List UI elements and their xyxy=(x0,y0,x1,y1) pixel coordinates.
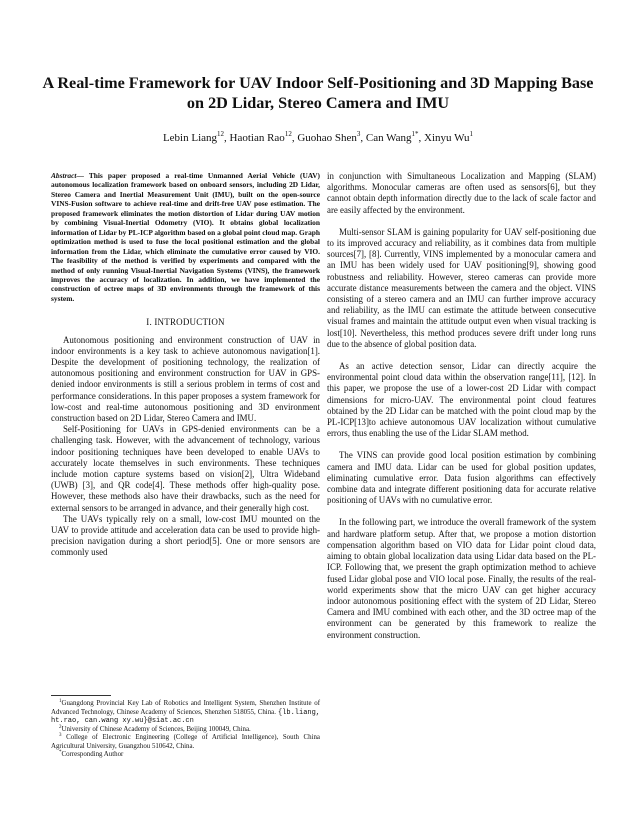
author-list xyxy=(40,131,596,145)
paragraph: As an active detection sensor, Lidar can directly acquire the environmental point cloud data within the observation range[11], [12]. In this paper, we propose the use of a lower-cost 2D Lidar with compact dimensions for micro-UAV. The environmental point cloud features obtained by the 2D Lidar can be matched with the point cloud map by the PL-ICP[13]to achieve autonomous UAV localization without cumulative errors, thus enabling the use of the Lidar SLAM method. xyxy=(327,361,596,439)
footnote-affiliation-3: $^3$ College of Electronic Engineering (College of Artificial Intelligence), South China Agricultural University, Guangzhou 510642, China. xyxy=(51,733,320,750)
left-column xyxy=(51,171,320,559)
paragraph: In the following part, we introduce the overall framework of the system and hardware platform setup. After that, we propose a motion distortion compensation algorithm based on VIO data for Lidar point cloud data, aiming to obtain global localization data using Lidar data based on the PL-ICP. Following that, we present the graph optimization method to achieve fused Lidar global pose and VIO local pose. Finally, the results of the real-world experiments show that the micro UAV can get higher accuracy indoor autonomous positioning effect with the system of 2D Lidar, Stereo Camera and IMU combined with each other, and the 3D octree map of the environment can be generated by this framework to realize the environment construction. xyxy=(327,517,596,640)
right-column xyxy=(327,171,596,652)
author: Can Wang$^{1*}$, xyxy=(365,130,425,144)
author: Guohao Shen$^3$, xyxy=(297,130,366,144)
author: Haotian Rao$^{12}$, xyxy=(229,130,298,144)
footnotes xyxy=(51,700,320,760)
paragraph: Self-Positioning for UAVs in GPS-denied environments can be a challenging task. However, with the advancement of technology, various indoor positioning techniques have been developed to enable UAVs to accurately locate themselves in such environments. These techniques include motion capture systems based on vision[2], Ultra Wideband (UWB) [3], and QR code[4]. These methods offer high-quality pose. However, these methods also have their drawbacks, such as the need for external sensors to be arranged in advance, and their generally high cost. xyxy=(51,424,320,513)
paragraph: The UAVs typically rely on a small, low-cost IMU mounted on the UAV to provide attitude and acceleration data can be used to provide high-precision navigation during a short period[5]. One or more sensors are commonly used xyxy=(51,513,320,558)
paper-title: A Real-time Framework for UAV Indoor Self-Positioning and 3D Mapping Base on 2D Lidar, Stereo Camera and IMU xyxy=(42,74,594,112)
abstract-label: Abstract xyxy=(51,171,77,180)
abstract-text: — This paper proposed a real-time Unmanned Aerial Vehicle (UAV) autonomous localization framework based on onboard sensors, including 2D Lidar, Stereo Camera and Inertial Measurement Unit (IMU), built on the open-source VINS-Fusion software to achieve real-time and drift-free UAV pose estimation. The proposed framework eliminates the motion distortion of Lidar during UAV motion by combining Visual-Inertial Odometry (VIO). It obtains global localization information of Lidar by PL-ICP algorithm based on a global point cloud map. Graph optimization method is used to fuse the local positional estimation and the global information from the Lidar, which eliminate the cumulative error caused by VIO. The feasibility of the method is verified by experiments and compared with the method of only running Visual-Inertial Navigation Systems (VINS), the framework improves the accuracy of localization. In addition, we have implemented the construction of octree maps of 3D environments through the framework of this system. xyxy=(51,171,320,303)
author-emails: {lb.liang, ht.rao, can.wang xy.wu}@siat.ac.cn xyxy=(51,708,320,725)
footnote-affiliation-1: $^1$Guangdong Provincial Key Lab of Robotics and Intelligent System, Shenzhen Institute of Advanced Technology, Chinese Academy of Sciences, Shenzhen 518055, China. {lb.liang, ht.rao, can.wang xy.wu}@siat.ac.cn xyxy=(51,699,320,725)
paragraph: The VINS can provide good local position estimation by combining camera and IMU data. Lidar can be used for global position updates, eliminating cumulative error. Data fusion algorithms can effectively combine data and integrate different positioning data for accurate relative positioning of UAVs with no cumulative error. xyxy=(327,450,596,506)
abstract xyxy=(51,171,320,303)
paragraph: in conjunction with Simultaneous Localization and Mapping (SLAM) algorithms. Monocular cameras are often used as sensors[6], but they cannot obtain depth information directly due to the lack of scale factor and are easily affected by the environment. xyxy=(327,171,596,215)
paragraph: Multi-sensor SLAM is gaining popularity for UAV self-positioning due to its improved accuracy and reliability, as it combines data from multiple sources[7], [8]. Currently, VINS implemented by a monocular camera and an IMU has been widely used for UAV positioning[9], showing good robustness and reliability. However, stereo cameras can provide more accurate distance measurements between the camera and the object. VINS consisting of a stereo camera and an IMU can further improve accuracy and reliability, as the IMU can estimate the attitude between consecutive visual frames and maintain the attitude output even when visual tracking is lost[10]. Nevertheless, this method produces severe drift under long runs due to the absence of global position data. xyxy=(327,226,596,349)
footnote-corresponding-author: *Corresponding Author xyxy=(59,750,124,758)
paragraph: Autonomous positioning and environment construction of UAV in indoor environments is a key task to achieve autonomous navigation[1]. Despite the development of positioning technology, the realization of autonomous positioning and environment construction for UAV in GPS-denied indoor environments is still a serious problem in terms of cost and performance considerations. In this paper proposes a system framework for low-cost and real-time autonomous positioning and 3D environment construction based on 2D Lidar, Stereo Camera and IMU. xyxy=(51,334,320,423)
author: Xinyu Wu$^1$ xyxy=(424,130,474,144)
section-heading-introduction: I. INTRODUCTION xyxy=(146,317,225,328)
author: Lebin Liang$^{12}$, xyxy=(162,130,230,144)
footnote-affiliation-2: $^2$University of Chinese Academy of Sciences, Beijing 100049, China. xyxy=(59,724,251,733)
footnote-divider xyxy=(51,695,111,696)
